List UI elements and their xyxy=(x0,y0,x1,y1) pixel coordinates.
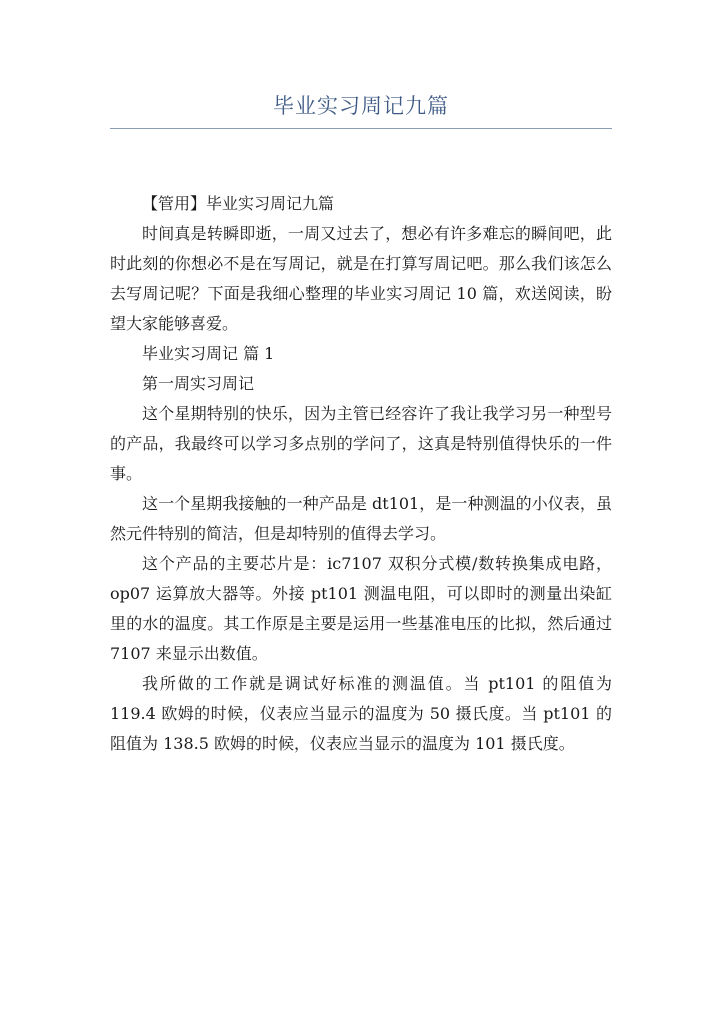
paragraph: 【管用】毕业实习周记九篇 xyxy=(142,194,335,213)
paragraph: 这个产品的主要芯片是：ic7107 双积分式模/数转换集成电路，op07 运算放大器等。外接 pt101 测温电阻，可以即时的测量出染缸里的水的温度。其工作原是主要是运用一些基准电压的比拟，然后通过 7107 来显示出数值。 xyxy=(110,554,612,663)
paragraph: 这个星期特别的快乐，因为主管已经容许了我让我学习另一种型号的产品，我最终可以学习多点别的学问了，这真是特别值得快乐的一件事。 xyxy=(110,404,612,483)
subsection-heading: 第一周实习周记 xyxy=(142,374,255,393)
paragraph: 这一个星期我接触的一种产品是 dt101，是一种测温的小仪表，虽然元件特别的简洁，但是却特别的值得去学习。 xyxy=(110,494,612,543)
paragraph: 我所做的工作就是调试好标准的测温值。当 pt101 的阻值为 119.4 欧姆的时候，仪表应当显示的温度为 50 摄氏度。当 pt101 的阻值为 138.5 欧姆的时候，仪表应当显示的温度为 101 摄氏度。 xyxy=(110,674,612,753)
document-body xyxy=(110,189,612,759)
document-title: 毕业实习周记九篇 xyxy=(273,94,449,118)
section-heading: 毕业实习周记 篇 1 xyxy=(142,344,275,363)
title-divider xyxy=(110,128,612,129)
paragraph: 时间真是转瞬即逝，一周又过去了，想必有许多难忘的瞬间吧，此时此刻的你想必不是在写周记，就是在打算写周记吧。那么我们该怎么去写周记呢？下面是我细心整理的毕业实习周记 10 篇，欢送阅读，盼望大家能够喜爱。 xyxy=(110,224,612,333)
